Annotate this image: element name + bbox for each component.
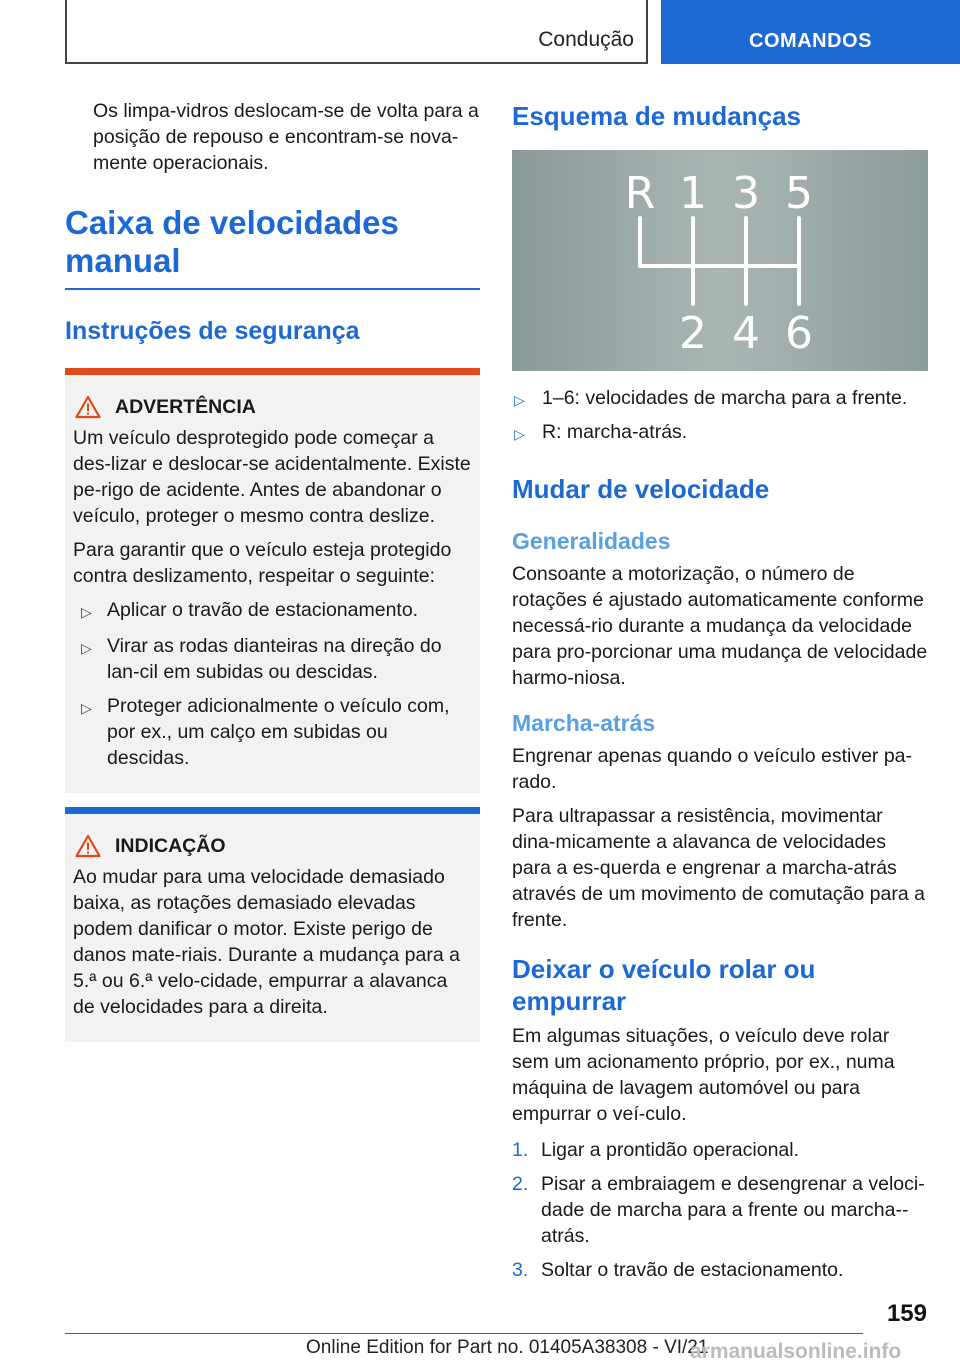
change-gear-heading: Mudar de velocidade bbox=[512, 474, 770, 504]
list-item-text: R: marcha-atrás. bbox=[542, 421, 688, 443]
left-column bbox=[65, 98, 480, 1042]
triangle-bullet-icon: ▷ bbox=[81, 640, 92, 656]
roll-heading: Deixar o veículo rolar ou empurrar bbox=[512, 954, 816, 1016]
shift-pattern-heading: Esquema de mudanças bbox=[512, 101, 801, 131]
triangle-bullet-icon: ▷ bbox=[514, 426, 525, 442]
notice-title: INDICAÇÃO bbox=[115, 834, 226, 857]
list-item-text: Proteger adicionalmente o veículo com, por ex., um calço em subidas ou descidas. bbox=[107, 695, 450, 769]
steps-list bbox=[512, 1137, 928, 1283]
warning-triangle-icon bbox=[75, 834, 101, 858]
warning-list bbox=[73, 597, 472, 771]
footer-edition: Online Edition for Part no. 01405A38308 - VI/21 bbox=[306, 1337, 709, 1358]
triangle-bullet-icon: ▷ bbox=[81, 700, 92, 716]
step-number: 2. bbox=[512, 1173, 529, 1195]
header-section-box bbox=[65, 0, 648, 64]
general-heading: Generalidades bbox=[512, 528, 671, 554]
safety-heading: Instruções de segurança bbox=[65, 317, 360, 345]
intro-paragraph: Os limpa-vidros deslocam-se de volta para a posição de repouso e encontram-se nova-mente operacionais. bbox=[93, 100, 479, 174]
triangle-bullet-icon: ▷ bbox=[514, 392, 525, 408]
list-item bbox=[73, 633, 472, 685]
reverse-paragraph-2: Para ultrapassar a resistência, movimentar dina-micamente a alavanca de velocidades para a es-querda e engrenar a marcha-atrás através de um movimento de comutação para a frente. bbox=[512, 805, 925, 931]
header-section-title: Condução bbox=[538, 28, 634, 51]
right-column bbox=[512, 100, 928, 1291]
gear-label-4: 4 bbox=[732, 308, 760, 359]
list-item bbox=[73, 597, 472, 625]
gear-label-r: R bbox=[624, 168, 656, 219]
header-chapter-tab bbox=[661, 0, 960, 64]
step-text: Pisar a embraiagem e desengrenar a veloci-dade de marcha para a frente ou marcha--atrás. bbox=[541, 1173, 925, 1247]
warning-title-row bbox=[73, 395, 472, 419]
list-item bbox=[512, 385, 928, 413]
header-chapter-title: COMANDOS bbox=[749, 30, 872, 52]
roll-paragraph: Em algumas situações, o veículo deve rolar sem um acionamento próprio, por ex., numa máquina de lavagem automóvel ou para empurrar o veí-culo. bbox=[512, 1025, 895, 1125]
page-number: 159 bbox=[886, 1300, 927, 1327]
warning-paragraph-1: Um veículo desprotegido pode começar a des-lizar e deslocar-se acidentalmente. Existe pe-rigo de acidente. Antes de abandonar o veículo, proteger o mesmo contra deslize. bbox=[73, 427, 471, 527]
step-number: 3. bbox=[512, 1259, 529, 1281]
reverse-heading: Marcha-atrás bbox=[512, 710, 656, 736]
warning-box bbox=[65, 368, 480, 793]
page-title: Caixa de velocidades manual bbox=[65, 204, 480, 290]
gear-label-1: 1 bbox=[679, 168, 707, 219]
list-item bbox=[73, 693, 472, 771]
warning-paragraph-2: Para garantir que o veículo esteja protegido contra deslizamento, respeitar o seguinte: bbox=[73, 539, 452, 587]
list-item-text: 1–6: velocidades de marcha para a frente. bbox=[542, 387, 908, 409]
list-item bbox=[512, 1171, 928, 1249]
footer-divider bbox=[65, 1333, 863, 1334]
shift-list bbox=[512, 385, 928, 447]
warning-triangle-icon bbox=[75, 395, 101, 419]
step-number: 1. bbox=[512, 1139, 529, 1161]
watermark: armanualsonline.info bbox=[690, 1340, 902, 1363]
gear-label-2: 2 bbox=[679, 308, 707, 359]
list-item-text: Virar as rodas dianteiras na direção do lan-cil em subidas ou descidas. bbox=[107, 635, 442, 683]
notice-paragraph: Ao mudar para uma velocidade demasiado baixa, as rotações demasiado elevadas podem danificar o motor. Existe perigo de danos mate-riais. Durante a mudança para a 5.ª ou 6.ª velo-cidade, empurrar a alavanca de velocidades para a direita. bbox=[73, 866, 460, 1018]
step-text: Soltar o travão de estacionamento. bbox=[541, 1259, 844, 1281]
list-item bbox=[512, 1137, 928, 1163]
triangle-bullet-icon: ▷ bbox=[81, 604, 92, 620]
shift-pattern-diagram bbox=[512, 150, 928, 371]
reverse-paragraph-1: Engrenar apenas quando o veículo estiver pa-rado. bbox=[512, 745, 913, 793]
gear-label-6: 6 bbox=[785, 308, 813, 359]
notice-title-row bbox=[73, 834, 472, 858]
gear-label-3: 3 bbox=[732, 168, 760, 219]
gear-label-5: 5 bbox=[785, 168, 813, 219]
notice-box bbox=[65, 807, 480, 1042]
list-item bbox=[512, 1257, 928, 1283]
list-item-text: Aplicar o travão de estacionamento. bbox=[107, 599, 419, 621]
list-item bbox=[512, 419, 928, 447]
shift-pattern-image bbox=[512, 150, 928, 371]
step-text: Ligar a prontidão operacional. bbox=[541, 1139, 800, 1161]
general-paragraph: Consoante a motorização, o número de rotações é ajustado automaticamente conforme necessá-rio durante a mudança da velocidade para pro-porcionar uma mudança de velocidade harmo-niosa. bbox=[512, 563, 928, 689]
warning-title: ADVERTÊNCIA bbox=[115, 395, 256, 418]
